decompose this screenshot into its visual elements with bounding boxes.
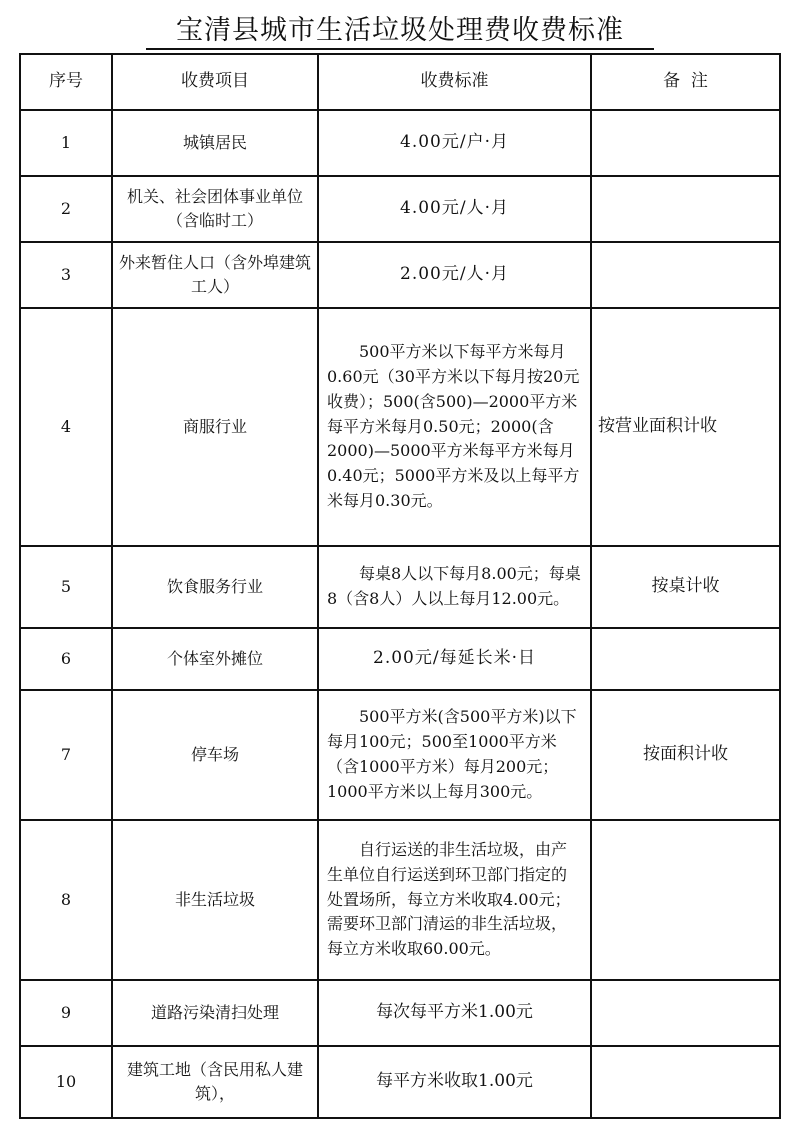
- table-row: [20, 628, 780, 690]
- row-item: 城镇居民: [112, 110, 318, 176]
- row-note: [591, 176, 780, 242]
- row-standard: 4.00元/人·月: [318, 176, 591, 242]
- table-row: [20, 546, 780, 628]
- row-standard: 500平方米以下每平方米每月0.60元（30平方米以下每月按20元收费）；500(含500)—2000平方米每平方米每月0.50元；2000(含2000)—5000平方米每平方米每月0.40元；5000平方米及以上每平方米每月0.30元。: [318, 308, 591, 546]
- table-row: [20, 980, 780, 1046]
- row-no: 4: [20, 308, 112, 546]
- row-note: 按营业面积计收: [591, 308, 780, 546]
- row-no: 10: [20, 1046, 112, 1118]
- row-standard: 2.00元/人·月: [318, 242, 591, 308]
- table-row: [20, 242, 780, 308]
- row-note: 按面积计收: [591, 690, 780, 820]
- row-standard: 500平方米(含500平方米)以下每月100元；500至1000平方米（含1000平方米）每月200元；1000平方米以上每月300元。: [318, 690, 591, 820]
- row-note: [591, 110, 780, 176]
- row-standard: 每桌8人以下每月8.00元；每桌8（含8人）人以上每月12.00元。: [318, 546, 591, 628]
- row-no: 6: [20, 628, 112, 690]
- row-standard: 4.00元/户·月: [318, 110, 591, 176]
- fee-table: [19, 53, 781, 1119]
- header-note: 备 注: [591, 54, 780, 110]
- title-wrap: [0, 8, 800, 50]
- row-item: 非生活垃圾: [112, 820, 318, 980]
- row-standard: 每次每平方米1.00元: [318, 980, 591, 1046]
- row-note: [591, 242, 780, 308]
- table-row: [20, 1046, 780, 1118]
- row-item: 外来暂住人口（含外埠建筑工人）: [112, 242, 318, 308]
- header-row: [20, 54, 780, 110]
- header-standard: 收费标准: [318, 54, 591, 110]
- row-no: 9: [20, 980, 112, 1046]
- table-row: [20, 820, 780, 980]
- row-item: 建筑工地（含民用私人建筑），: [112, 1046, 318, 1118]
- row-note: [591, 820, 780, 980]
- row-no: 3: [20, 242, 112, 308]
- row-no: 1: [20, 110, 112, 176]
- row-no: 2: [20, 176, 112, 242]
- row-no: 8: [20, 820, 112, 980]
- row-note: [591, 980, 780, 1046]
- header-no: 序号: [20, 54, 112, 110]
- row-standard: 每平方米收取1.00元: [318, 1046, 591, 1118]
- row-no: 7: [20, 690, 112, 820]
- row-item: 个体室外摊位: [112, 628, 318, 690]
- table-row: [20, 690, 780, 820]
- row-standard: 2.00元/每延长米·日: [318, 628, 591, 690]
- header-item: 收费项目: [112, 54, 318, 110]
- row-item: 停车场: [112, 690, 318, 820]
- page-title: 宝清县城市生活垃圾处理费收费标准: [146, 8, 654, 50]
- row-note: [591, 628, 780, 690]
- row-no: 5: [20, 546, 112, 628]
- table-row: [20, 176, 780, 242]
- row-note: 按桌计收: [591, 546, 780, 628]
- table-row: [20, 110, 780, 176]
- row-item: 道路污染清扫处理: [112, 980, 318, 1046]
- row-item: 饮食服务行业: [112, 546, 318, 628]
- table-row: [20, 308, 780, 546]
- row-item: 机关、社会团体事业单位（含临时工）: [112, 176, 318, 242]
- row-note: [591, 1046, 780, 1118]
- row-standard: 自行运送的非生活垃圾，由产生单位自行运送到环卫部门指定的处置场所，每立方米收取4.00元；需要环卫部门清运的非生活垃圾，每立方米收取60.00元。: [318, 820, 591, 980]
- row-item: 商服行业: [112, 308, 318, 546]
